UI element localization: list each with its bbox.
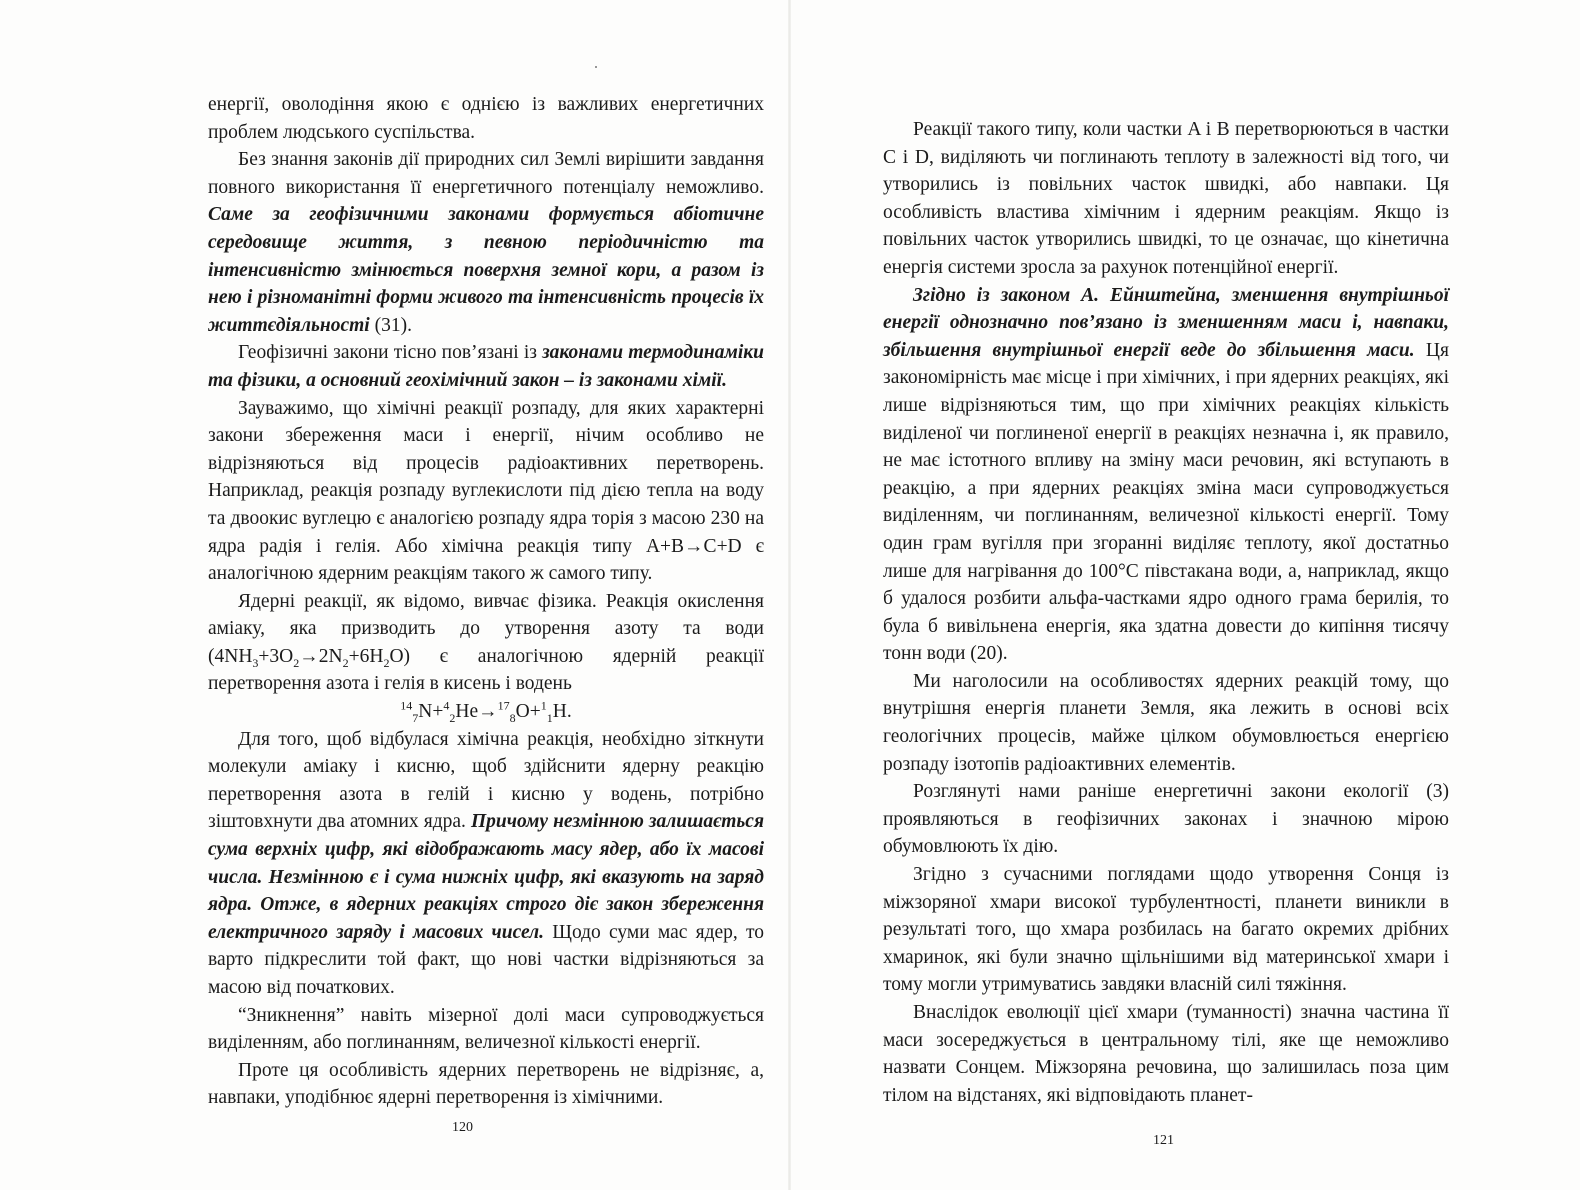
- subscript: 8: [509, 710, 516, 725]
- paragraph: [883, 999, 1449, 1109]
- page-number-left: 120: [452, 1120, 473, 1135]
- text-run: (31).: [369, 314, 412, 336]
- superscript: 1: [540, 698, 547, 713]
- text-run: Проте ця особливість ядерних перетворень не відрізняє, а, навпаки, уподібнює ядерні перетворення із хімічними.: [208, 1059, 764, 1109]
- page-number-right: 121: [1153, 1133, 1174, 1148]
- text-run: Без знання законів дії природних сил Землі вирішити завдання повного використання її енергетичного потенціалу неможливо.: [208, 149, 764, 198]
- emphasized-text: Згідно із законом А. Ейнштейна, зменшення внутрішньої енергії однозначно пов’язано із зменшенням маси і, навпаки, збільшення внутрішньої енергії веде до збільшення маси.: [883, 284, 1449, 361]
- text-run: енергії, оволодіння якою є однією із важливих енергетичних проблем людського суспільства.: [208, 94, 764, 143]
- emphasized-text: законами термодинаміки та фізики, а основний геохімічний закон – із законами хімії.: [208, 342, 765, 391]
- superscript: 14: [400, 698, 413, 713]
- text-run: Розглянуті нами раніше енергетичні закони екології (3) проявляються в геофізичних законах і значною мірою обумовлюють їх дію.: [883, 781, 1449, 858]
- paragraph: [208, 395, 764, 588]
- right-page-text: [883, 116, 1449, 1109]
- left-page-text: [208, 91, 764, 1112]
- text-run: Для того, щоб відбулася хімічна реакція, необхідно зіткнути молекули аміаку і кисню, щоб здійснити ядерну реакцію перетворення азота в гелій і кисню у водень, потрібно зіштовхнути два атомних ядра.: [208, 728, 764, 833]
- paragraph: [208, 91, 764, 146]
- text-run: +3O: [258, 645, 294, 667]
- paragraph: [208, 146, 764, 339]
- paragraph: [208, 1057, 764, 1112]
- paragraph: [208, 1002, 764, 1057]
- text-run: H.: [552, 701, 572, 723]
- text-run: Зауважимо, що хімічні реакції розпаду, для яких характерні закони збереження маси і енергії, нічим особливо не відрізняються від процесів радіоактивних перетворень. Наприклад, реакція розпаду вуглекислоти під дією тепла на воду та двоокис вуглецю є аналогією розпаду ядра торія з масою 230 на ядра радія і гелія. Або хімічна реакція типу A+B→C+D є аналогічною ядерним реакціям такого ж самого типу.: [208, 397, 764, 585]
- subscript: 3: [252, 655, 259, 670]
- paragraph: [208, 588, 764, 698]
- right-page: [790, 0, 1580, 1190]
- text-run: Внаслідок еволюції цієї хмари (туманності) значна частина її маси зосереджується в центральному тілі, яке ще неможливо назвати Сонцем. Міжзоряна речовина, що залишилась поза цим тілом на відстанях, які відповідають планет-: [883, 1002, 1449, 1106]
- superscript: 17: [497, 698, 510, 713]
- text-run: Ми наголосили на особливостях ядерних реакцій тому, що внутрішня енергія планети Земля, яка лежить в основі всіх геологічних процесів, майже цілком обумовлюється енергією розпаду ізотопів радіоактивних елементів.: [883, 670, 1449, 775]
- paragraph: [208, 726, 764, 1002]
- text-run: O) є аналогічною ядерній реакції перетворення азота і гелія в кисень і водень: [208, 645, 764, 695]
- paragraph: [883, 116, 1449, 282]
- paragraph: [883, 282, 1449, 668]
- subscript: 7: [412, 710, 419, 725]
- subscript: 2: [293, 655, 300, 670]
- subscript: 2: [342, 655, 349, 670]
- print-speck: [595, 66, 597, 68]
- emphasized-text: Саме за геофізичними законами формується абіотичне середовище життя, з певною періодичністю та інтенсивністю змінюється поверхня земної кори, а разом із нею і різноманітні форми живого та інтенсивність процесів їх життєдіяльності: [208, 204, 764, 336]
- text-run: Ця закономірність має місце і при хімічних, і при ядерних реакціях, які лише відрізняються тим, що при хімічних реакціях кількість виділеної чи поглиненої енергії в реакціях незначна і, як правило, не має істотного впливу на зміну маси речовин, які вступають в реакцію, а при ядерних реакціях зміна маси супроводжується виділенням, чи поглинанням, величезної кількості енергії. Тому один грам вугілля при згоранні виділяє теплоту, якої достатньо лише для нагрівання до 100°C півстакана води, а, наприклад, якщо б удалося розбити альфа-частками ядро одного грама берилія, то була б вивільнена енергія, яка здатна довести до кипіння тисячу тонн води (20).: [883, 339, 1449, 665]
- subscript: 2: [449, 710, 456, 725]
- paragraph: [883, 668, 1449, 778]
- text-run: Щодо суми мас ядер, то варто підкреслити той факт, що нові частки відрізняються за масою від початкових.: [208, 921, 764, 998]
- paragraph: [883, 778, 1449, 861]
- text-run: N+: [418, 701, 444, 723]
- text-run: →2N: [299, 645, 343, 667]
- text-run: Ядерні реакції, як відомо, вивчає фізика. Реакція окислення аміаку, яка призводить до утворення азоту та води (4NH: [208, 590, 764, 667]
- paragraph: [883, 861, 1449, 999]
- text-run: “Зникнення” навіть мізерної долі маси супроводжується виділенням, або поглинанням, величезної кількості енергії.: [208, 1004, 764, 1054]
- paragraph: [208, 339, 764, 394]
- text-run: Згідно з сучасними поглядами щодо утворення Сонця із міжзоряної хмари високої турбулентності, планети виникли в результаті того, що хмара розбилась на багато окремих дрібних хмаринок, які були значно щільнішими від материнської хмари і тому могли утримуватись завдяки власній силі тяжіння.: [883, 864, 1449, 996]
- paragraph: [208, 698, 764, 726]
- text-run: Геофізичні закони тісно пов’язані із: [238, 342, 543, 364]
- text-run: He→: [455, 701, 498, 723]
- emphasized-text: Причому незмінною залишається сума верхніх цифр, які відображають масу ядер, або їх масові числа. Незмінною є і сума нижніх цифр, які вказують на заряд ядра. Отже, в ядерних реакціях строго діє закон збереження електричного заряду і масових чисел.: [208, 811, 765, 943]
- subscript: 1: [546, 710, 553, 725]
- text-run: Реакції такого типу, коли частки A і B перетворюються в частки C і D, виділяють чи поглинають теплоту в залежності від того, чи утворились із повільних часток швидкі, або навпаки. Ця особливість властива хімічним і ядерним реакціям. Якщо із повільних часток утворились швидкі, то це означає, що кінетична енергія системи зросла за рахунок потенційної енергії.: [883, 119, 1449, 278]
- subscript: 2: [383, 655, 390, 670]
- superscript: 4: [443, 698, 450, 713]
- text-run: +6H: [348, 645, 384, 667]
- text-run: O+: [515, 701, 541, 723]
